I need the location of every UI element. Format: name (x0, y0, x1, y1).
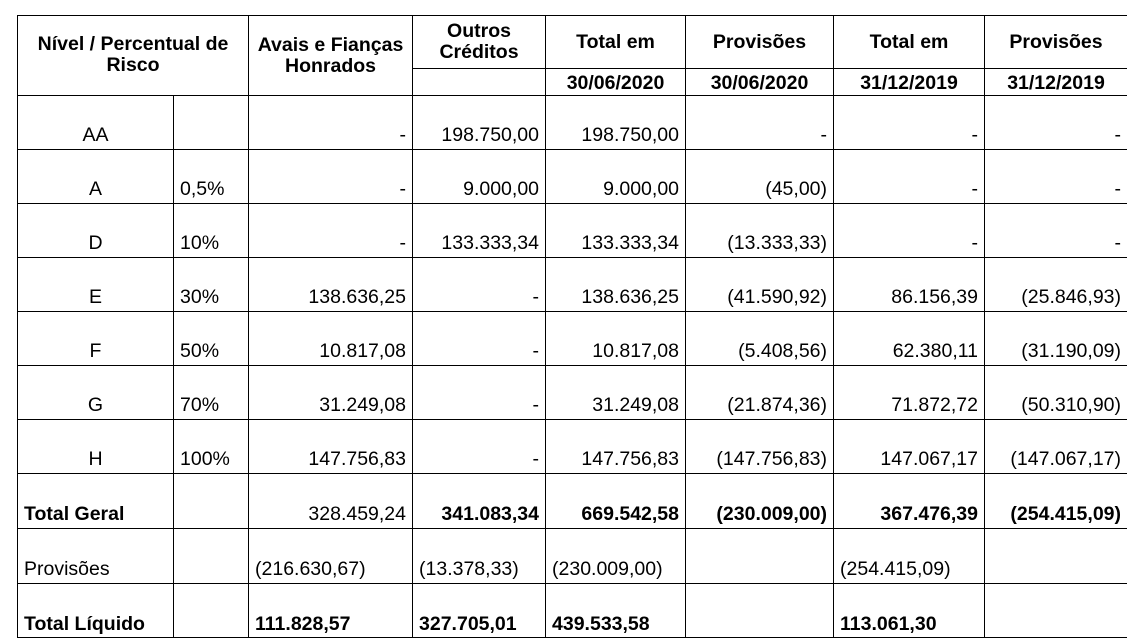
total-b-value: 71.872,72 (834, 366, 985, 420)
total-liquido-avais: 111.828,57 (249, 584, 413, 638)
prov-a-value: (13.333,33) (686, 204, 834, 258)
total-a-value: 10.817,08 (546, 312, 686, 366)
total-b-value: 62.380,11 (834, 312, 985, 366)
risk-percent: 30% (174, 258, 249, 312)
header-outros: Outros Créditos (413, 16, 546, 69)
prov-a-value: (45,00) (686, 150, 834, 204)
avais-value: - (249, 150, 413, 204)
outros-value: - (413, 258, 546, 312)
provisoes-total-b: (254.415,09) (834, 529, 985, 584)
provisoes-total-a: (230.009,00) (546, 529, 686, 584)
header-outros-blank (413, 69, 546, 96)
risk-percent (174, 96, 249, 150)
prov-a-value: (21.874,36) (686, 366, 834, 420)
risk-provision-table (17, 15, 1127, 638)
total-geral-outros: 341.083,34 (413, 474, 546, 529)
total-liquido-pct-blank (174, 584, 249, 638)
total-geral-prov-a: (230.009,00) (686, 474, 834, 529)
total-liquido-outros: 327.705,01 (413, 584, 546, 638)
prov-a-value: (147.756,83) (686, 420, 834, 474)
avais-value: 138.636,25 (249, 258, 413, 312)
outros-value: - (413, 420, 546, 474)
total-b-value: - (834, 150, 985, 204)
header-provisoes-b: Provisões (985, 16, 1127, 69)
avais-value: - (249, 204, 413, 258)
table-row (18, 150, 1127, 204)
header-date-total-a: 30/06/2020 (546, 69, 686, 96)
table-row (18, 204, 1127, 258)
table-row (18, 258, 1127, 312)
prov-b-value: - (985, 150, 1127, 204)
outros-value: 9.000,00 (413, 150, 546, 204)
prov-b-value: - (985, 204, 1127, 258)
outros-value: - (413, 312, 546, 366)
total-a-value: 138.636,25 (546, 258, 686, 312)
total-b-value: - (834, 96, 985, 150)
provisoes-prov-a-blank (686, 529, 834, 584)
prov-b-value: (147.067,17) (985, 420, 1127, 474)
risk-percent: 70% (174, 366, 249, 420)
prov-b-value: (50.310,90) (985, 366, 1127, 420)
avais-value: 147.756,83 (249, 420, 413, 474)
risk-level: D (18, 204, 174, 258)
prov-a-value: - (686, 96, 834, 150)
table-row (18, 312, 1127, 366)
outros-value: 198.750,00 (413, 96, 546, 150)
risk-percent: 50% (174, 312, 249, 366)
total-a-value: 147.756,83 (546, 420, 686, 474)
prov-b-value: (31.190,09) (985, 312, 1127, 366)
avais-value: 31.249,08 (249, 366, 413, 420)
total-a-value: 133.333,34 (546, 204, 686, 258)
header-total-b: Total em (834, 16, 985, 69)
header-date-prov-b: 31/12/2019 (985, 69, 1127, 96)
provisoes-outros: (13.378,33) (413, 529, 546, 584)
provisoes-row (18, 529, 1127, 584)
table-row (18, 366, 1127, 420)
total-geral-label: Total Geral (18, 474, 174, 529)
risk-percent: 0,5% (174, 150, 249, 204)
header-provisoes-a: Provisões (686, 16, 834, 69)
total-liquido-label: Total Líquido (18, 584, 174, 638)
total-geral-row (18, 474, 1127, 529)
total-geral-total-a: 669.542,58 (546, 474, 686, 529)
risk-level: G (18, 366, 174, 420)
prov-a-value: (41.590,92) (686, 258, 834, 312)
header-avais: Avais e Fianças Honrados (249, 16, 413, 96)
risk-level: E (18, 258, 174, 312)
risk-percent: 100% (174, 420, 249, 474)
table-row (18, 420, 1127, 474)
header-nivel: Nível / Percentual de Risco (18, 16, 249, 96)
header-total-a: Total em (546, 16, 686, 69)
total-b-value: - (834, 204, 985, 258)
outros-value: 133.333,34 (413, 204, 546, 258)
provisoes-label: Provisões (18, 529, 174, 584)
header-date-total-b: 31/12/2019 (834, 69, 985, 96)
provisoes-pct-blank (174, 529, 249, 584)
prov-b-value: - (985, 96, 1127, 150)
total-geral-avais: 328.459,24 (249, 474, 413, 529)
total-liquido-total-a: 439.533,58 (546, 584, 686, 638)
risk-level: F (18, 312, 174, 366)
total-a-value: 9.000,00 (546, 150, 686, 204)
avais-value: 10.817,08 (249, 312, 413, 366)
total-a-value: 31.249,08 (546, 366, 686, 420)
prov-a-value: (5.408,56) (686, 312, 834, 366)
header-row-1 (18, 16, 1127, 69)
total-liquido-total-b: 113.061,30 (834, 584, 985, 638)
risk-level: AA (18, 96, 174, 150)
provisoes-avais: (216.630,67) (249, 529, 413, 584)
total-a-value: 198.750,00 (546, 96, 686, 150)
risk-level: H (18, 420, 174, 474)
risk-percent: 10% (174, 204, 249, 258)
total-geral-total-b: 367.476,39 (834, 474, 985, 529)
total-b-value: 86.156,39 (834, 258, 985, 312)
total-liquido-row (18, 584, 1127, 638)
header-date-prov-a: 30/06/2020 (686, 69, 834, 96)
provisoes-prov-b-blank (985, 529, 1127, 584)
prov-b-value: (25.846,93) (985, 258, 1127, 312)
table-row (18, 96, 1127, 150)
avais-value: - (249, 96, 413, 150)
outros-value: - (413, 366, 546, 420)
total-liquido-prov-b-blank (985, 584, 1127, 638)
total-geral-pct-blank (174, 474, 249, 529)
total-liquido-prov-a-blank (686, 584, 834, 638)
total-b-value: 147.067,17 (834, 420, 985, 474)
risk-level: A (18, 150, 174, 204)
total-geral-prov-b: (254.415,09) (985, 474, 1127, 529)
